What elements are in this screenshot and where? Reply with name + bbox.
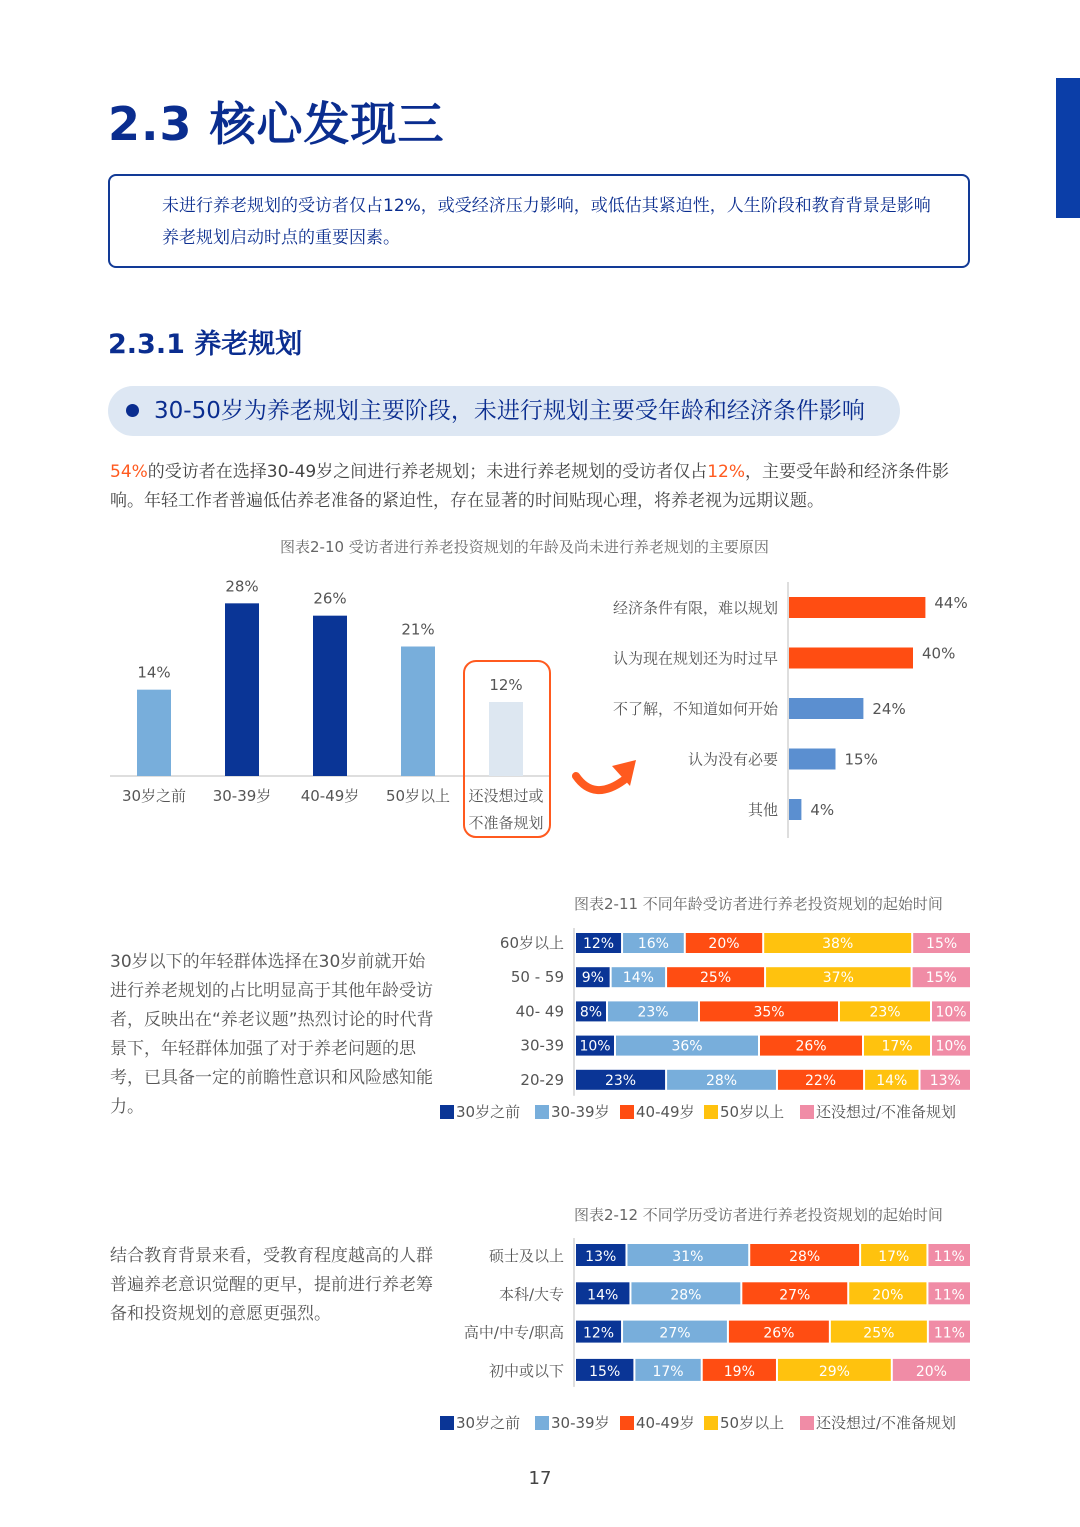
category-label-2-0: 40-49岁 [300,787,360,805]
age-seg-label-4-1: 28% [705,1072,738,1089]
legend-swatch-0 [440,1105,454,1119]
legend-label-3: 50岁以上 [720,1103,785,1121]
age-seg-label-2-3: 23% [869,1004,901,1021]
bar-2 [313,616,347,776]
age-seg-label-2-1: 23% [637,1004,669,1021]
reason-bar-2 [789,698,863,719]
age-chart-legend [440,1101,980,1123]
reason-label-3: 认为没有必要 [687,750,778,769]
edu-row-label-2: 高中/中专/职高 [463,1323,564,1342]
legend-swatch-3 [704,1105,718,1119]
edu-seg-label-0-3: 17% [878,1249,910,1265]
legend-label-0: 30岁之前 [456,1103,521,1121]
fig-2-12-caption: 图表2-12 不同学历受访者进行养老投资规划的起始时间 [574,1206,943,1224]
key-finding-box [108,174,970,268]
age-bar-chart [100,566,570,846]
legend-label-4: 还没想过/不准备规划 [816,1103,957,1121]
legend-item-0 [440,1412,520,1434]
reason-label-1: 认为现在规划还为时过早 [612,649,778,668]
age-start-stacked-chart [450,926,980,1098]
value-label-2: 26% [313,589,347,608]
age-seg-label-0-1: 16% [637,936,669,952]
age-row-label-2: 40- 49 [515,1002,564,1021]
value-label-0: 14% [137,663,171,682]
age-seg-label-1-4: 15% [925,970,957,987]
section-title: 2.3.1 养老规划 [108,329,303,360]
age-seg-label-2-0: 8% [579,1004,603,1021]
legend-label-1: 30-39岁 [551,1103,610,1121]
reason-value-2: 24% [872,700,906,718]
legend-item-1 [535,1101,610,1123]
edu-seg-label-3-4: 20% [915,1363,947,1380]
age-seg-label-3-2: 26% [795,1038,827,1055]
edu-seg-label-1-0: 14% [587,1287,619,1304]
category-label-0-0: 30岁之前 [121,787,187,805]
page-number: 17 [528,1468,552,1489]
intro-text-1: 的受访者在选择30-49岁之间进行养老规划；未进行养老规划的受访者仅占 [147,462,708,482]
fig-2-11-caption: 图表2-11 不同年龄受访者进行养老投资规划的起始时间 [574,895,943,913]
legend-item-2 [620,1412,695,1434]
legend-swatch-4 [800,1416,814,1430]
edu-seg-label-0-0: 13% [585,1249,617,1265]
age-seg-label-2-2: 35% [753,1004,785,1021]
bar-0 [137,690,171,776]
age-seg-label-0-0: 12% [582,936,615,952]
edu-seg-label-2-4: 11% [933,1325,965,1342]
legend-item-4 [800,1101,956,1123]
edu-row-label-3: 初中或以下 [488,1361,564,1380]
reason-bar-4 [789,799,801,820]
age-seg-label-4-3: 14% [876,1072,908,1089]
edu-seg-label-3-3: 29% [818,1363,850,1380]
category-label-4-1: 不准备规划 [468,814,544,832]
age-seg-label-4-0: 23% [604,1072,637,1089]
intro-text-2: ，主要受年龄和经济条件影响。年轻工作者普遍低估养老准备的紧迫性，存在显著的时间贴现心理，将养老视为远期议题。 [110,462,949,511]
age-seg-label-1-2: 25% [700,970,732,987]
age-row-label-0: 60岁以上 [499,934,564,952]
edu-seg-label-0-4: 11% [933,1249,965,1265]
legend-label-3: 50岁以上 [720,1414,785,1432]
fig-2-10-caption: 图表2-10 受访者进行养老投资规划的年龄及尚未进行养老规划的主要原因 [280,538,769,556]
education-chart-legend [440,1412,980,1434]
age-seg-label-4-4: 13% [929,1072,961,1089]
category-label-4-0: 还没想过或 [468,787,544,805]
age-seg-label-0-2: 20% [708,936,740,952]
legend-item-0 [440,1101,520,1123]
subheading-text: 30-50岁为养老规划主要阶段，未进行规划主要受年龄和经济条件影响 [154,398,865,424]
age-seg-label-0-3: 38% [822,936,854,952]
age-seg-label-1-0: 9% [581,970,604,987]
legend-label-2: 40-49岁 [636,1103,695,1121]
legend-item-4 [800,1412,956,1434]
legend-swatch-1 [535,1416,549,1430]
age-row-label-3: 30-39 [520,1036,564,1055]
highlight-54: 54% [110,462,148,482]
edu-seg-label-3-0: 15% [589,1363,621,1380]
legend-swatch-2 [620,1105,634,1119]
edu-seg-label-0-2: 28% [789,1249,821,1265]
legend-label-2: 40-49岁 [636,1414,695,1432]
age-seg-label-1-1: 14% [622,970,654,987]
age-seg-label-0-4: 15% [926,936,958,952]
age-seg-label-3-1: 36% [671,1038,703,1055]
legend-swatch-4 [800,1105,814,1119]
category-label-1-0: 30-39岁 [212,787,272,805]
edu-seg-label-0-1: 31% [672,1249,704,1265]
age-row-label-4: 20-29 [520,1070,564,1089]
edu-seg-label-3-2: 19% [723,1363,755,1380]
category-label-3-0: 50岁以上 [385,787,451,805]
reason-bar-1 [789,648,913,669]
legend-label-0: 30岁之前 [456,1414,521,1432]
page-title: 2.3 核心发现三 [108,97,445,151]
bar-4 [489,702,523,776]
edu-seg-label-1-2: 27% [779,1287,811,1304]
bar-1 [225,603,259,776]
age-row-label-1: 50 - 59 [510,968,564,987]
edu-seg-label-1-1: 28% [670,1287,702,1304]
age-seg-label-3-4: 10% [935,1038,967,1055]
age-seg-label-2-4: 10% [935,1004,967,1021]
age-analysis-text: 30岁以下的年轻群体选择在30岁前就开始进行养老规划的占比明显高于其他年龄受访者，反映出在“养老议题”热烈讨论的时代背景下，年轻群体加强了对于养老问题的思考，已具备一定的前瞻性意识和风险感知能力。 [110,952,434,1117]
bullet-icon [126,404,139,417]
value-label-4: 12% [489,676,523,694]
legend-item-3 [704,1412,784,1434]
age-seg-label-3-0: 10% [579,1038,611,1055]
legend-item-1 [535,1412,610,1434]
edu-row-label-0: 硕士及以上 [488,1247,564,1265]
age-seg-label-4-2: 22% [804,1072,837,1089]
edu-seg-label-2-1: 27% [659,1325,691,1342]
reason-value-3: 15% [844,750,878,769]
reason-label-4: 其他 [747,801,778,819]
legend-item-2 [620,1101,695,1123]
age-seg-label-1-3: 37% [822,970,854,987]
reason-value-1: 40% [922,644,956,663]
edu-seg-label-2-2: 26% [763,1325,795,1342]
edu-seg-label-2-3: 25% [863,1325,895,1342]
edu-seg-label-1-3: 20% [872,1287,904,1304]
age-seg-label-3-3: 17% [881,1038,913,1055]
reason-bar-3 [789,749,836,770]
subheading-pill [108,386,900,436]
side-accent-bar [1056,78,1080,218]
legend-swatch-1 [535,1105,549,1119]
edu-seg-label-1-4: 11% [933,1287,965,1304]
reason-value-4: 4% [810,801,835,819]
value-label-1: 28% [225,577,259,596]
legend-swatch-2 [620,1416,634,1430]
reason-bar-chart [590,580,990,842]
reason-label-2: 不了解，不知道如何开始 [612,700,778,718]
edu-seg-label-3-1: 17% [652,1363,684,1380]
legend-label-1: 30-39岁 [551,1414,610,1432]
bar-3 [401,647,435,777]
edu-seg-label-2-0: 12% [582,1325,615,1342]
edu-row-label-1: 本科/大专 [498,1285,564,1304]
legend-label-4: 还没想过/不准备规划 [816,1414,957,1432]
highlight-12: 12% [707,462,745,482]
legend-item-3 [704,1101,784,1123]
education-start-stacked-chart [450,1236,980,1394]
reason-bar-0 [789,597,925,618]
education-analysis-text: 结合教育背景来看，受教育程度越高的人群普遍养老意识觉醒的更早，提前进行养老筹备和投资规划的意愿更强烈。 [110,1246,433,1324]
legend-swatch-0 [440,1416,454,1430]
reason-value-0: 44% [934,594,968,612]
key-finding-text: 未进行养老规划的受访者仅占12%，或受经济压力影响，或低估其紧迫性，人生阶段和教育背景是影响养老规划启动时点的重要因素。 [162,196,931,248]
value-label-3: 21% [401,620,435,639]
intro-paragraph [110,458,976,516]
legend-swatch-3 [704,1416,718,1430]
reason-label-0: 经济条件有限，难以规划 [612,599,778,617]
